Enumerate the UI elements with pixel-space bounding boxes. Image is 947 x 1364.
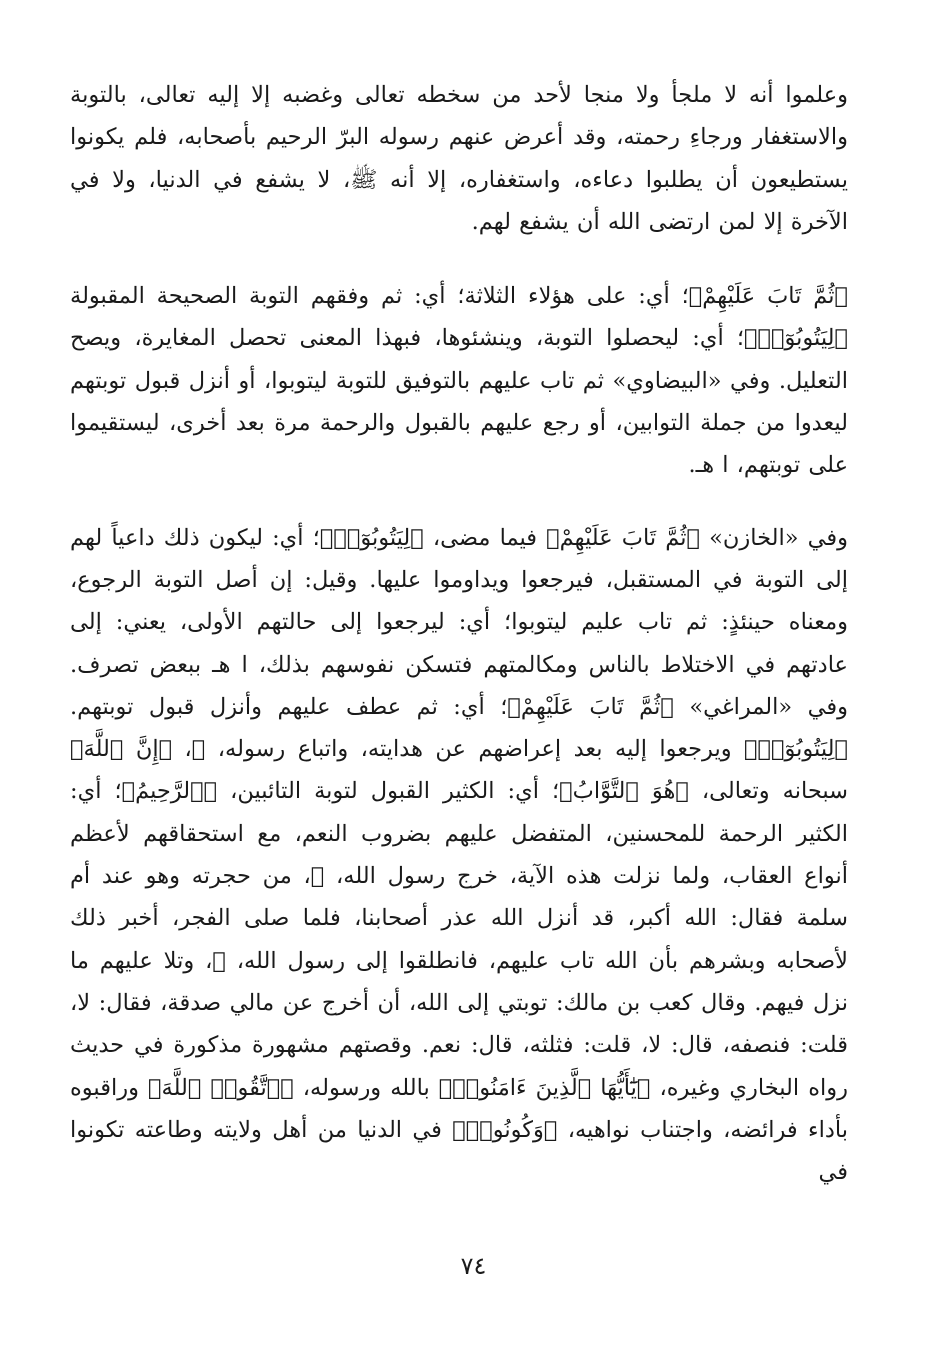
paragraph-1: وعلموا أنه لا ملجأ ولا منجا لأحد من سخطه تعالى وغضبه إلا إليه تعالى، بالتوبة والاستغفار ورجاءِ رحمته، وقد أعرض عنهم رسوله البرّ الرحيم بأصحابه، فلم يكونوا يستطيعون أن يطلبوا دعاءه، واستغفاره، إلا أنه ﷺ، لا يشفع في الدنيا، ولا في الآخرة إلا لمن ارتضى الله أن يشفع لهم. xyxy=(70,82,848,235)
paragraph-3: وفي «الخازن» ﴿ثُمَّ تَابَ عَلَيْهِمْ﴾ فيما مضى، ﴿لِيَتُوبُوٓا۟﴾؛ أي: ليكون ذلك داعياً لهم إلى التوبة في المستقبل، فيرجعوا ويداوموا عليها. وقيل: إن أصل التوبة الرجوع، ومعناه حينئذٍ: ثم تاب عليم ليتوبوا؛ أي: ليرجعوا إلى حالتهم الأولى، يعني: إلى عادتهم في الاختلاط بالناس ومكالمتهم فتسكن نفوسهم بذلك، ا هـ ببعض تصرف. وفي «المراغي» ﴿ثُمَّ تَابَ عَلَيْهِمْ﴾؛ أي: ثم عطف عليهم وأنزل قبول توبتهم. ﴿لِيَتُوبُوٓا۟﴾ ويرجعوا إليه بعد إعراضهم عن هدايته، واتباع رسوله، ﷺ، ﴿إِنَّ ٱللَّهَ﴾ سبحانه وتعالى، ﴿هُوَ ٱلتَّوَّابُ﴾؛ أي: الكثير القبول لتوبة التائبين، ﴿ٱلرَّحِيمُ﴾؛ أي: الكثير الرحمة للمحسنين، المتفضل عليهم بضروب النعم، مع استحقاقهم لأعظم أنواع العقاب، ولما نزلت هذه الآية، خرج رسول الله، ﷺ، من حجرته وهو عند أم سلمة فقال: الله أكبر، قد أنزل الله عذر أصحابنا، فلما صلى الفجر، أخبر ذلك لأصحابه وبشرهم بأن الله تاب عليهم، فانطلقوا إلى رسول الله، ﷺ، وتلا عليهم ما نزل فيهم. وقال كعب بن مالك: توبتي إلى الله، أن أخرج عن مالي صدقة، فقال: لا، قلت: فنصفه، قال: لا، قلت: فثلثه، قال: نعم. وقصتهم مشهورة مذكورة في حديث رواه البخاري وغيره، ﴿يَٰٓأَيُّهَا ٱلَّذِينَ ءَامَنُوا۟﴾ بالله ورسوله، ﴿ٱتَّقُوا۟ ٱللَّهَ﴾ وراقبوه بأداء فرائضه، واجتناب نواهيه، ﴿وَكُونُوا۟﴾ في الدنيا من أهل ولايته وطاعته تكونوا في xyxy=(70,524,848,1186)
paragraph-2: ﴿ثُمَّ تَابَ عَلَيْهِمْ﴾؛ أي: على هؤلاء الثلاثة؛ أي: ثم وفقهم التوبة الصحيحة المقبولة ﴿لِيَتُوبُوٓا۟﴾؛ أي: ليحصلوا التوبة، وينشئوها، فبهذا المعنى تحصل المغايرة، ويصح التعليل. وفي «البيضاوي» ثم تاب عليهم بالتوفيق للتوبة ليتوبوا، أو أنزل قبول توبتهم ليعدوا من جملة التوابين، أو رجع عليهم بالقبول والرحمة مرة بعد أخرى، ليستقيموا على توبتهم، ا هـ. xyxy=(70,283,848,479)
page-body xyxy=(70,74,848,1294)
page-number: ٧٤ xyxy=(460,1252,487,1280)
